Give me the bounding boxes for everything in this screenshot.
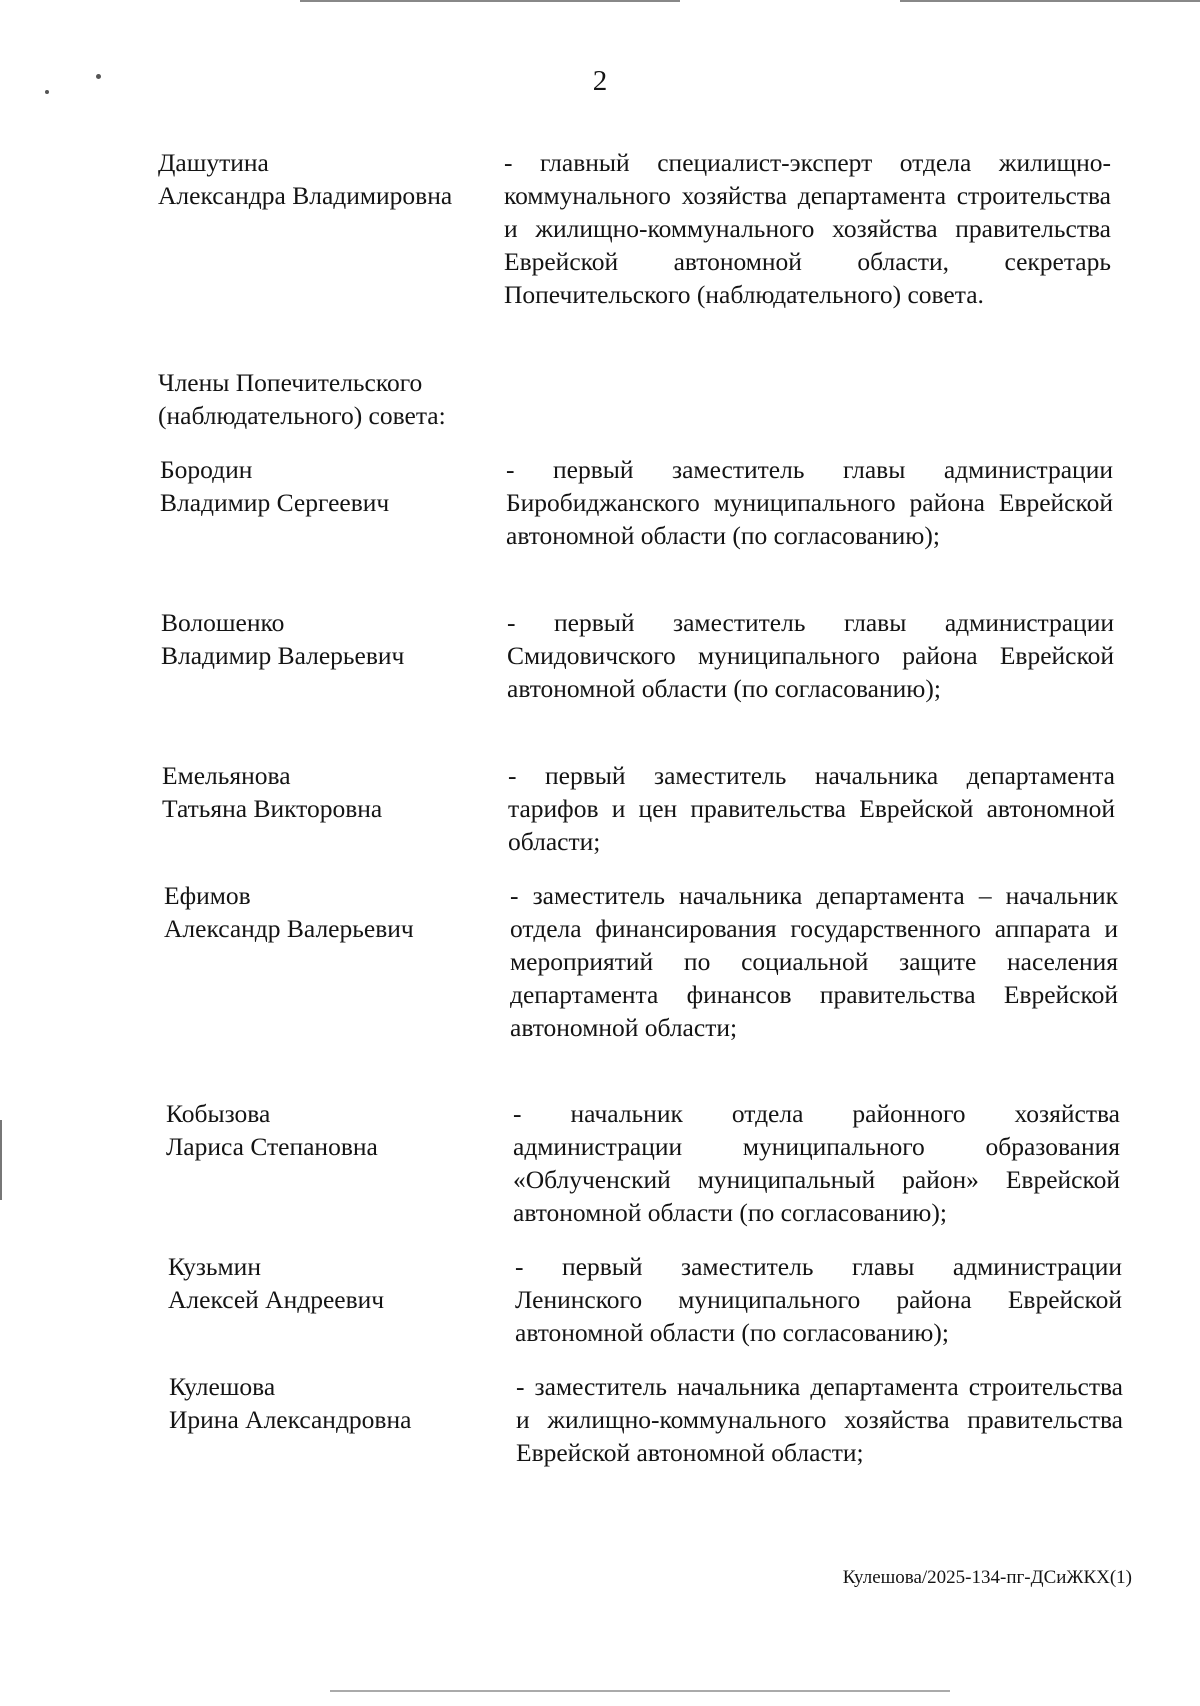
person-given-names: Алексей Андреевич <box>168 1285 385 1314</box>
person-surname: Дашутина <box>158 148 269 177</box>
person-role: - начальник отдела районного хозяйства администрации муниципального образования «Облученский муниципальный район» Еврейской автономной области (по согласованию); <box>513 1099 1120 1227</box>
scan-top-edge-line <box>900 0 1200 2</box>
person-name <box>162 759 502 825</box>
person-name <box>169 1370 509 1436</box>
person-role: - первый заместитель начальника департамента тарифов и цен правительства Еврейской автономной области; <box>508 761 1115 856</box>
members-heading-line-2: (наблюдательного) совета: <box>158 401 446 430</box>
person-surname: Кобызова <box>166 1099 271 1128</box>
person-given-names: Лариса Степановна <box>166 1132 378 1161</box>
members-heading-line-1: Члены Попечительского <box>158 368 423 397</box>
person-role: - заместитель начальника департамента – начальник отдела финансирования государственного аппарата и мероприятий по социальной защите населения департамента финансов правительства Еврейской автономной области; <box>510 881 1118 1042</box>
person-surname: Бородин <box>160 455 253 484</box>
person-given-names: Татьяна Викторовна <box>162 794 383 823</box>
scan-left-edge-mark <box>0 1120 2 1200</box>
person-surname: Волошенко <box>161 608 285 637</box>
person-given-names: Александра Владимировна <box>158 181 453 210</box>
person-name <box>168 1250 508 1316</box>
scan-bottom-edge-line <box>330 1690 950 1692</box>
person-name <box>161 606 501 672</box>
person-given-names: Владимир Сергеевич <box>160 488 390 517</box>
person-role: - заместитель начальника департамента строительства и жилищно-коммунального хозяйства правительства Еврейской автономной области; <box>516 1372 1123 1467</box>
page-number: 2 <box>592 65 608 97</box>
person-role: - первый заместитель главы администрации Ленинского муниципального района Еврейской автономной области (по согласованию); <box>515 1252 1122 1347</box>
person-surname: Кузьмин <box>168 1252 261 1281</box>
document-reference-footer: Кулешова/2025-134-пг-ДСиЖКХ(1) <box>842 1567 1132 1588</box>
person-surname: Кулешова <box>169 1372 276 1401</box>
person-name <box>166 1097 506 1163</box>
person-given-names: Александр Валерьевич <box>164 914 414 943</box>
members-heading <box>158 366 446 432</box>
scan-speck <box>45 90 49 94</box>
person-name <box>164 879 504 945</box>
scan-top-edge-line <box>300 0 680 2</box>
person-role: - главный специалист-эксперт отдела жилищно-коммунального хозяйства департамента строительства и жилищно-коммунального хозяйства правительства Еврейской автономной области, секретарь Попечительского (наблюдательного) совета. <box>504 148 1111 309</box>
scan-speck <box>96 74 101 79</box>
person-given-names: Ирина Александровна <box>169 1405 412 1434</box>
person-name <box>160 453 500 519</box>
person-surname: Ефимов <box>164 881 251 910</box>
person-name <box>158 146 458 212</box>
person-surname: Емельянова <box>162 761 291 790</box>
person-role: - первый заместитель главы администрации Смидовичского муниципального района Еврейской автономной области (по согласованию); <box>507 608 1114 703</box>
person-given-names: Владимир Валерьевич <box>161 641 405 670</box>
person-role: - первый заместитель главы администрации Биробиджанского муниципального района Еврейской автономной области (по согласованию); <box>506 455 1113 550</box>
